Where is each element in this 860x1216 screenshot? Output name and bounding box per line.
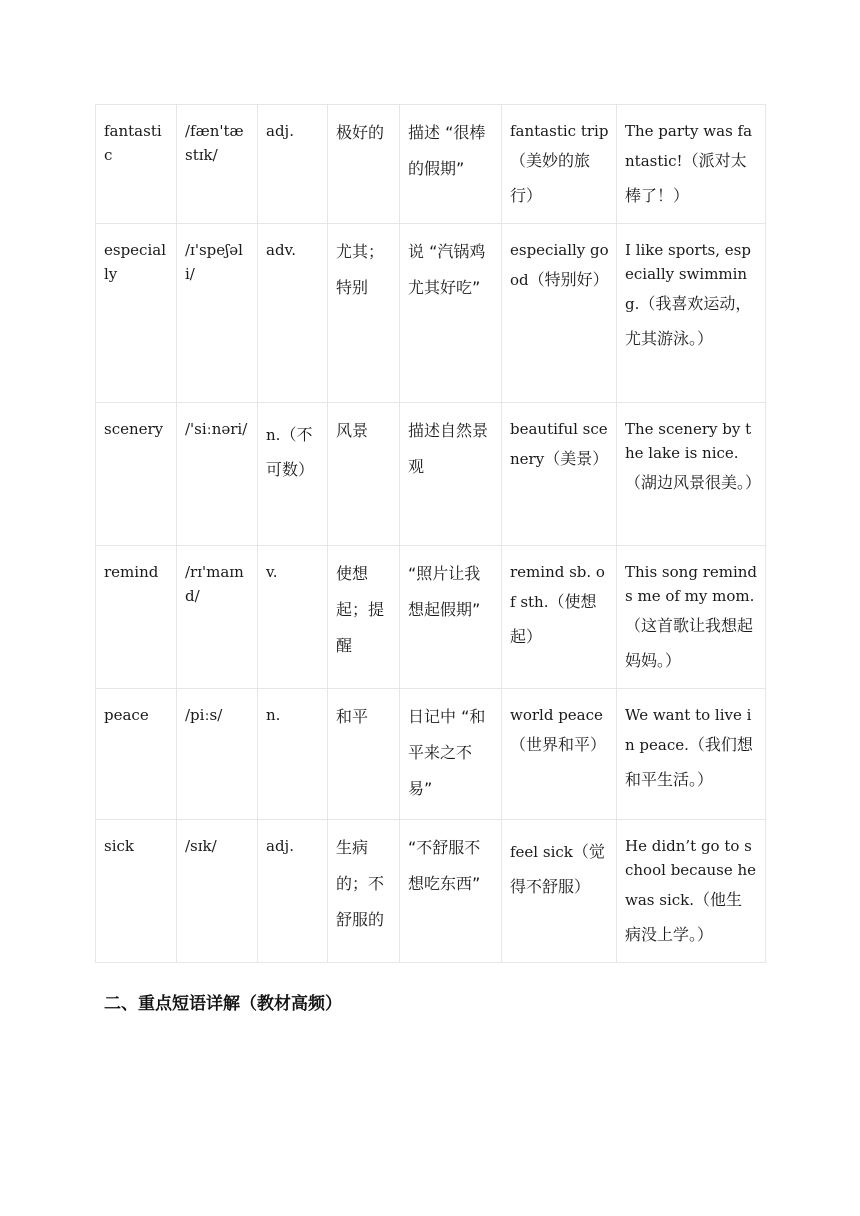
table-row	[96, 820, 766, 963]
phonetic-cell: /rɪ'maɪnd/	[177, 546, 258, 689]
part-of-speech-cell: n.	[258, 689, 328, 820]
phrase-cell	[502, 689, 617, 820]
context-cell: 日记中 “和平来之不易”	[400, 689, 502, 820]
example-cell	[617, 224, 766, 403]
example-chinese: （我喜欢运动，尤其游泳。）	[625, 294, 752, 348]
phrase-english: world peace	[510, 706, 603, 724]
phrase-english: beautiful scenery	[510, 420, 608, 468]
example-chinese: （湖边风景很美。）	[625, 473, 762, 492]
phonetic-cell: /ɪ'speʃəli/	[177, 224, 258, 403]
phrase-chinese: （美景）	[544, 449, 609, 468]
phrase-chinese: （美妙的旅行）	[510, 151, 591, 205]
phrase-chinese: （使想起）	[510, 592, 597, 646]
meaning-cell: 极好的	[328, 105, 400, 224]
example-english: We want to live in peace.	[625, 706, 752, 754]
phrase-english: fantastic trip	[510, 122, 609, 140]
meaning-cell: 生病的；不舒服的	[328, 820, 400, 963]
meaning-cell: 使想起；提醒	[328, 546, 400, 689]
phonetic-cell: /'siːnəri/	[177, 403, 258, 546]
phrase-cell	[502, 820, 617, 963]
phrase-cell	[502, 546, 617, 689]
word-cell: scenery	[96, 403, 177, 546]
word-cell: peace	[96, 689, 177, 820]
context-cell: “不舒服不想吃东西”	[400, 820, 502, 963]
phrase-cell	[502, 403, 617, 546]
phonetic-cell: /piːs/	[177, 689, 258, 820]
example-chinese: （我们想和平生活。）	[625, 735, 753, 789]
example-cell	[617, 546, 766, 689]
part-of-speech-cell: v.	[258, 546, 328, 689]
phrase-chinese: （觉得不舒服）	[510, 842, 605, 896]
example-cell	[617, 105, 766, 224]
section-heading: 二、重点短语详解（教材高频）	[104, 994, 342, 1014]
word-cell: remind	[96, 546, 177, 689]
example-cell	[617, 403, 766, 546]
phrase-chinese: （世界和平）	[510, 735, 607, 754]
word-cell: fantastic	[96, 105, 177, 224]
table-row	[96, 546, 766, 689]
phrase-english: remind sb. of sth.	[510, 563, 605, 611]
phonetic-cell: /sɪk/	[177, 820, 258, 963]
word-cell: sick	[96, 820, 177, 963]
example-cell	[617, 689, 766, 820]
pos-english: n.	[266, 426, 281, 444]
meaning-cell: 和平	[328, 689, 400, 820]
phrase-english: feel sick	[510, 843, 573, 861]
context-cell: 描述 “很棒的假期”	[400, 105, 502, 224]
context-cell: 描述自然景观	[400, 403, 502, 546]
meaning-cell: 风景	[328, 403, 400, 546]
phrase-cell	[502, 224, 617, 403]
part-of-speech-cell: adj.	[258, 105, 328, 224]
part-of-speech-cell: adj.	[258, 820, 328, 963]
phonetic-cell: /fæn'tæstɪk/	[177, 105, 258, 224]
table-row	[96, 689, 766, 820]
example-chinese: （他生病没上学。）	[625, 890, 743, 944]
example-english: This song reminds me of my mom.	[625, 563, 758, 605]
table-row	[96, 403, 766, 546]
part-of-speech-cell	[258, 403, 328, 546]
example-english: I like sports, especially swimming.	[625, 241, 751, 313]
context-cell: “照片让我想起假期”	[400, 546, 502, 689]
phrase-english: especially good	[510, 241, 609, 289]
phrase-chinese: （特别好）	[528, 270, 609, 289]
context-cell: 说 “汽锅鸡尤其好吃”	[400, 224, 502, 403]
example-english: The party was fantastic!	[625, 122, 753, 170]
pos-chinese: （不可数）	[266, 425, 315, 479]
example-english: He didn’t go to school because he was sick.	[625, 837, 757, 909]
example-chinese: （派对太棒了！）	[625, 151, 747, 205]
part-of-speech-cell: adv.	[258, 224, 328, 403]
vocabulary-table	[95, 104, 766, 963]
table-row	[96, 105, 766, 224]
phrase-cell	[502, 105, 617, 224]
example-cell	[617, 820, 766, 963]
word-cell: especially	[96, 224, 177, 403]
meaning-cell: 尤其；特别	[328, 224, 400, 403]
table-row	[96, 224, 766, 403]
example-chinese: （这首歌让我想起妈妈。）	[625, 616, 754, 670]
example-english: The scenery by the lake is nice.	[625, 420, 752, 462]
